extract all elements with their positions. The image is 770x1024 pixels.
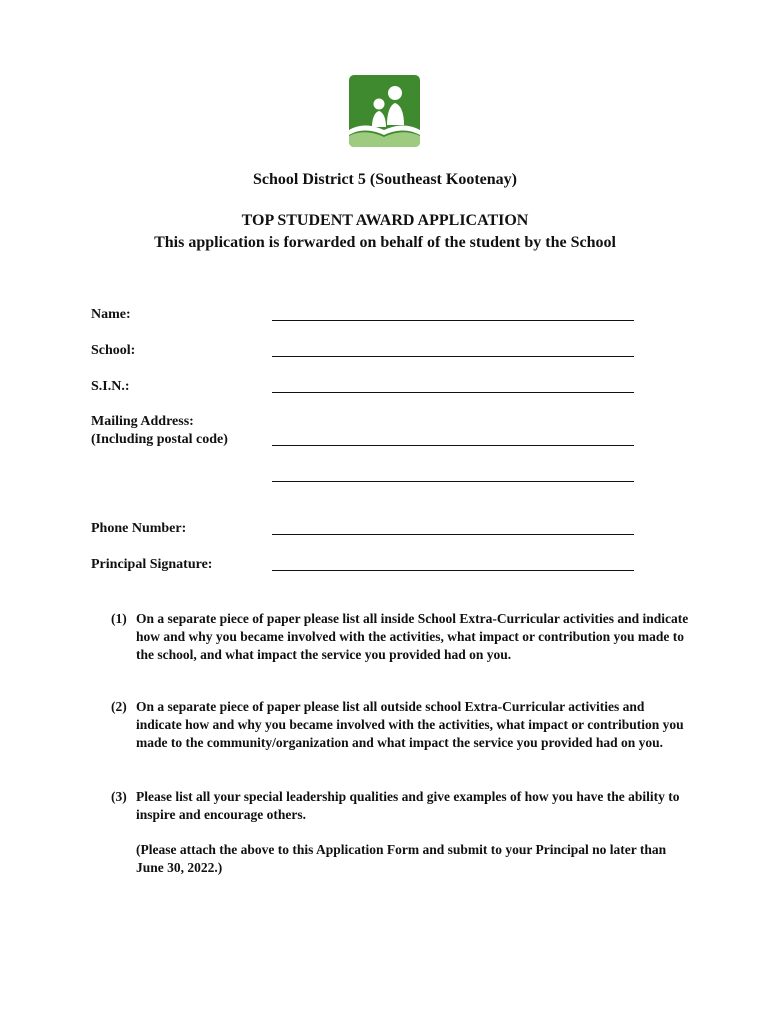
instruction-number: (2) [111, 699, 127, 714]
instruction-item-3 [111, 788, 691, 824]
form-title: TOP STUDENT AWARD APPLICATION [241, 212, 529, 229]
instruction-text: On a separate piece of paper please list all outside school Extra-Curricular activities and indicate how and why you became involved with the activities, what impact or contribution you made to the community/organization and what impact the service you provided had on you. [136, 699, 684, 751]
principal-signature-label: Principal Signature: [91, 557, 213, 572]
instruction-text: On a separate piece of paper please list all inside School Extra-Curricular activities and indicate how and why you became involved with the activities, what impact or contribution you made to the school, and what impact the service you provided had on you. [136, 611, 689, 663]
mailing-address-label: Mailing Address: [91, 414, 194, 429]
mailing-address-field-2[interactable] [272, 481, 634, 482]
district-heading: School District 5 (Southeast Kootenay) [253, 171, 517, 188]
phone-label: Phone Number: [91, 521, 187, 536]
name-field[interactable] [272, 320, 634, 321]
submission-note: (Please attach the above to this Application Form and submit to your Principal no later than June 30, 2022.) [136, 842, 667, 876]
instruction-number: (3) [111, 789, 127, 804]
school-label: School: [91, 343, 136, 358]
instruction-text: Please list all your special leadership qualities and give examples of how you have the ability to inspire and encourage others. [136, 789, 680, 823]
principal-signature-field[interactable] [272, 570, 634, 571]
instruction-item-1 [111, 610, 691, 665]
school-field[interactable] [272, 356, 634, 357]
mailing-address-note: (Including postal code) [91, 432, 228, 447]
instruction-item-2 [111, 698, 691, 753]
mailing-address-field-1[interactable] [272, 445, 634, 446]
name-label: Name: [91, 307, 131, 322]
phone-field[interactable] [272, 534, 634, 535]
school-district-logo-icon [349, 75, 420, 147]
form-subtitle: This application is forwarded on behalf of the student by the School [154, 234, 616, 251]
instruction-number: (1) [111, 611, 127, 626]
sin-field[interactable] [272, 392, 634, 393]
sin-label: S.I.N.: [91, 379, 130, 394]
